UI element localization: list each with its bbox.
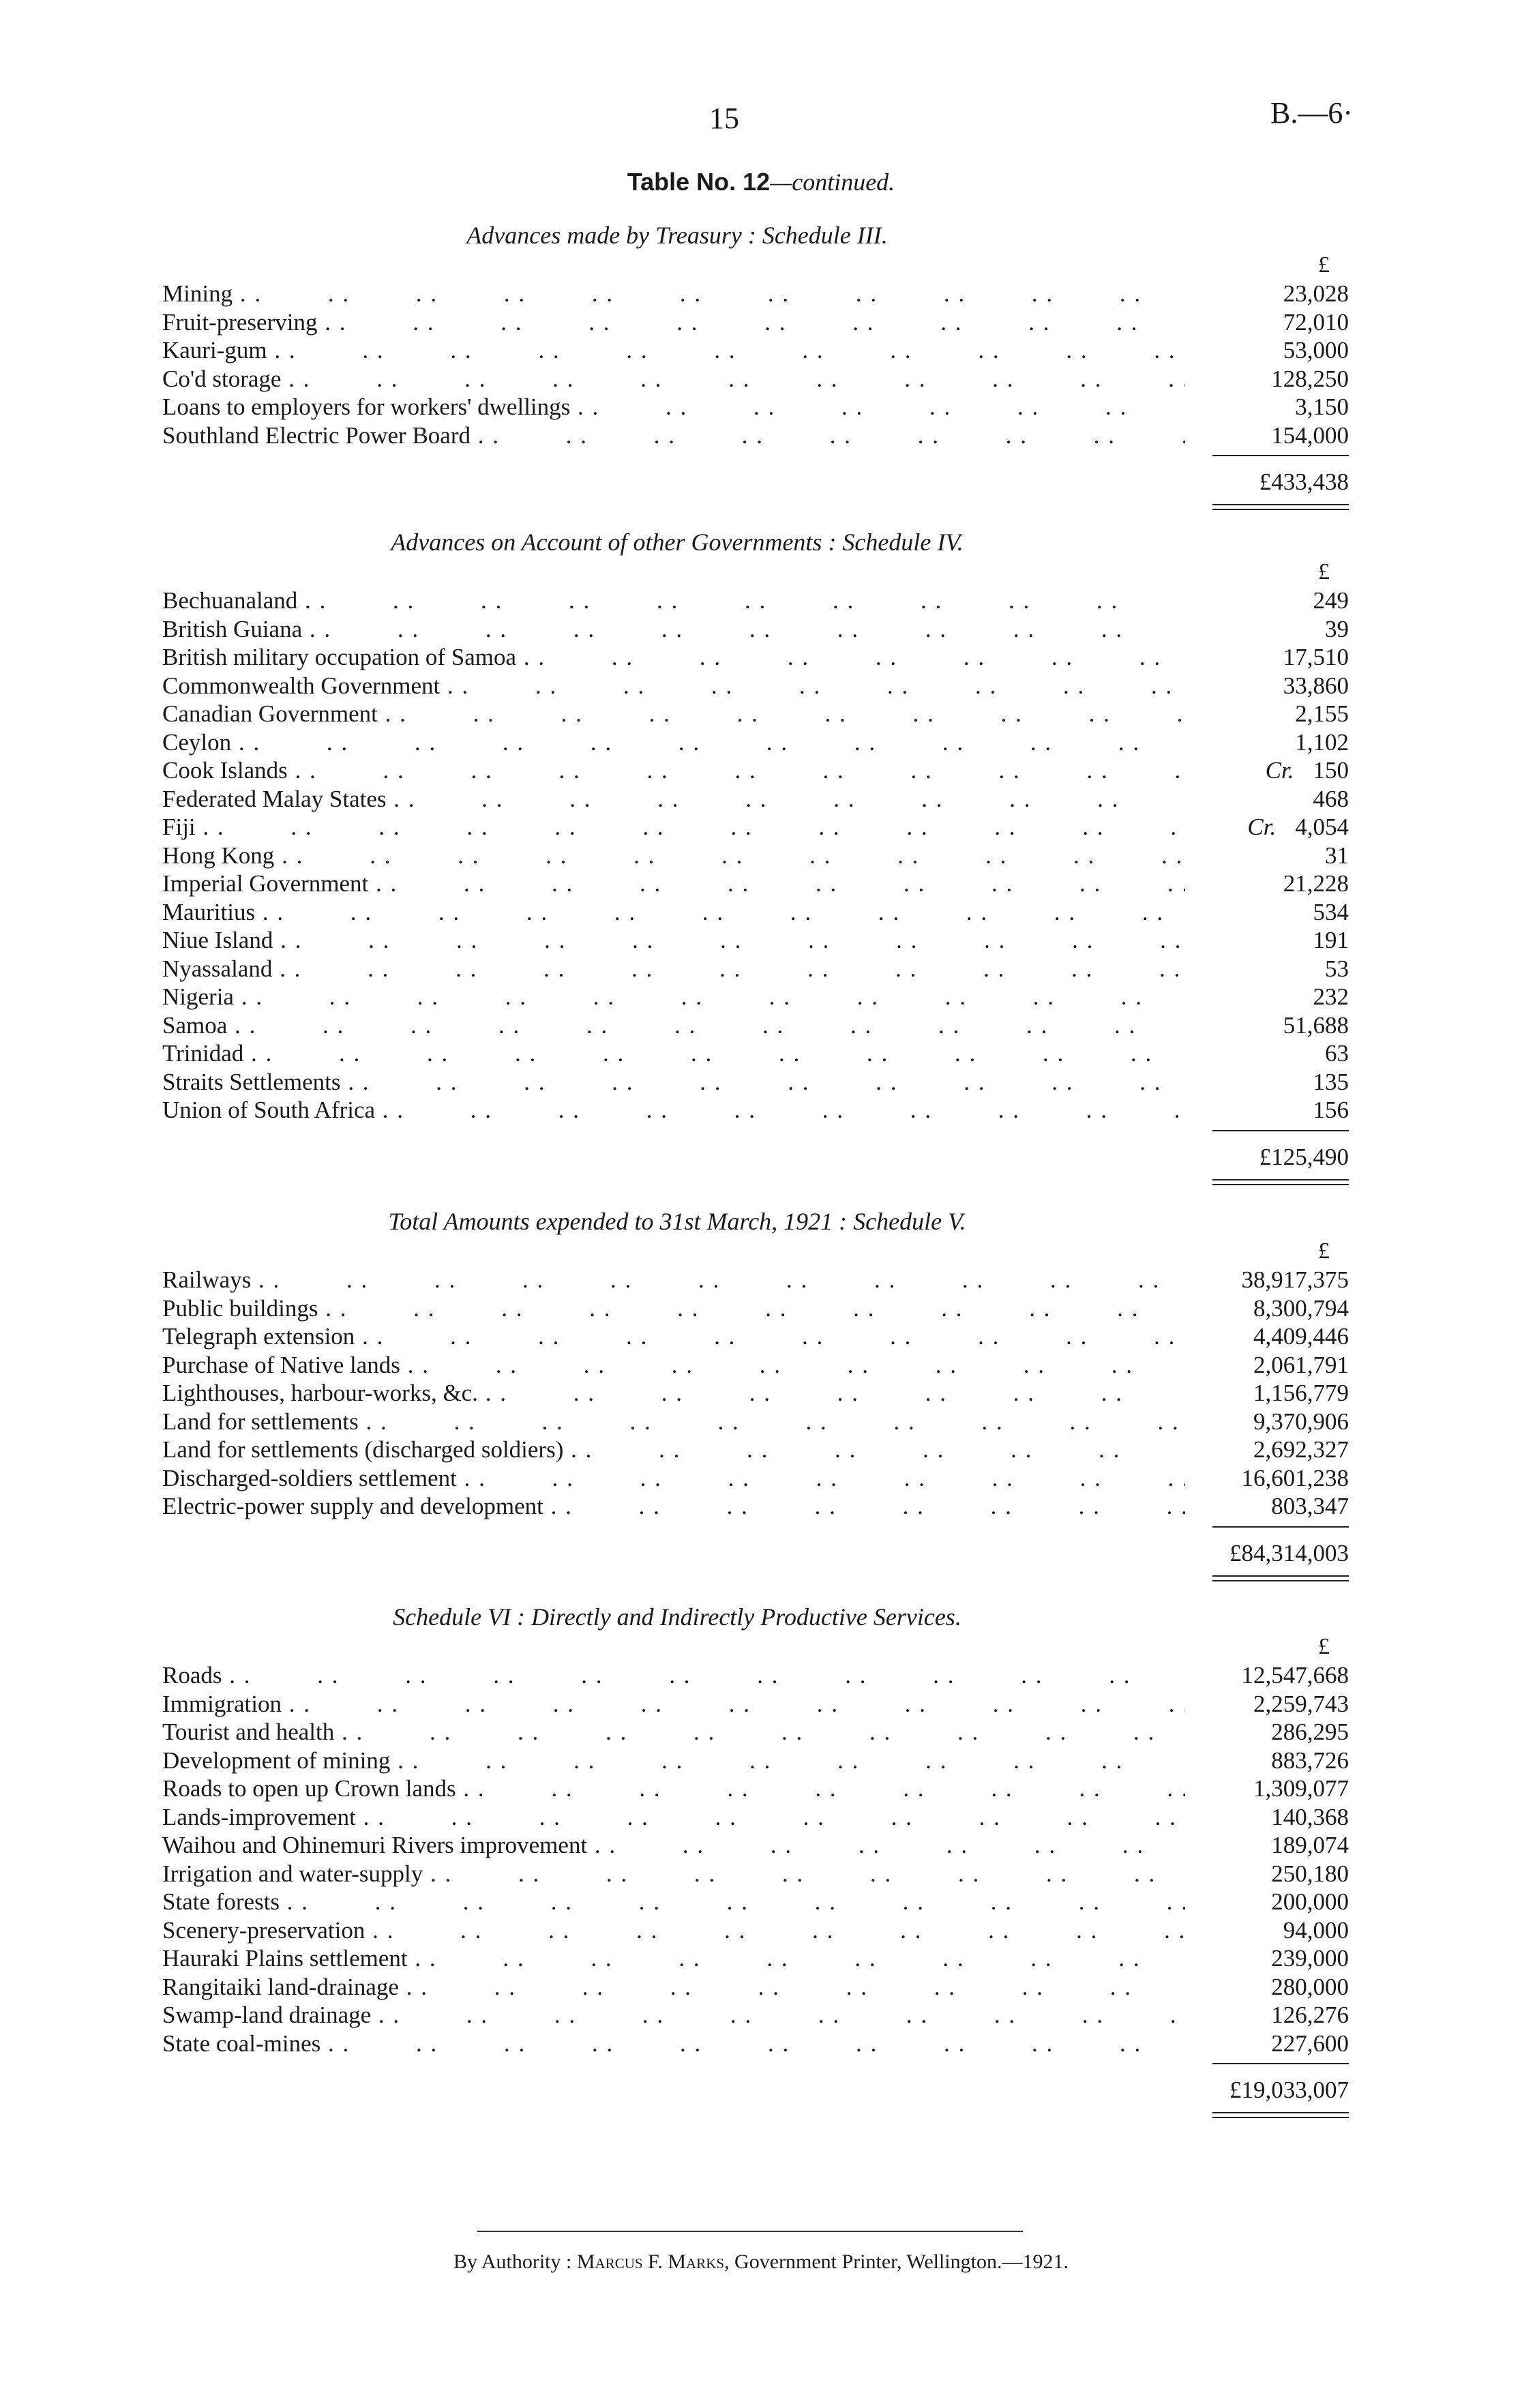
row-amount: 2,692,327 <box>1253 1436 1349 1463</box>
row-label <box>162 983 1185 1011</box>
row-label-text: Loans to employers for workers' dwellings <box>162 393 571 420</box>
document-reference: B.—6· <box>1270 96 1353 130</box>
row-label <box>162 2030 1185 2058</box>
table-row <box>162 643 1349 672</box>
rows <box>162 586 1349 1125</box>
row-value <box>1185 1860 1349 1888</box>
table-row <box>162 1888 1349 1916</box>
row-value <box>1185 393 1349 421</box>
table-row <box>162 672 1349 700</box>
row-label <box>162 955 1185 983</box>
table-row <box>162 842 1349 870</box>
row-label <box>162 586 1185 615</box>
table-row <box>162 1803 1349 1832</box>
currency-unit: £ <box>1318 1634 1330 1659</box>
total-block <box>162 1125 1349 1186</box>
row-label-text: Kauri-gum <box>162 337 267 363</box>
row-label <box>162 1351 1185 1380</box>
row-label-text: Electric-power supply and development <box>162 1493 543 1519</box>
total-block <box>162 2057 1349 2119</box>
row-label <box>162 1039 1185 1068</box>
table-row <box>162 1351 1349 1380</box>
table-row <box>162 336 1349 365</box>
table-row <box>162 1039 1349 1068</box>
row-label-text: Land for settlements <box>162 1408 359 1435</box>
row-label-text: Railways <box>162 1266 252 1293</box>
row-value <box>1185 1039 1349 1068</box>
row-amount: 1,309,077 <box>1253 1775 1349 1802</box>
row-label-text: British military occupation of Samoa <box>162 644 517 670</box>
row-value <box>1185 926 1349 955</box>
table-row <box>162 365 1349 393</box>
row-label-text: Roads to open up Crown lands <box>162 1775 456 1802</box>
row-value <box>1185 1803 1349 1832</box>
row-amount: 249 <box>1313 587 1349 614</box>
row-value <box>1185 955 1349 983</box>
row-label-text: Waihou and Ohinemuri Rivers improvement <box>162 1832 588 1858</box>
table-row <box>162 421 1349 450</box>
currency-unit: £ <box>1318 1238 1330 1264</box>
row-value <box>1185 421 1349 450</box>
row-label <box>162 1690 1185 1719</box>
row-label-text: Mauritius <box>162 898 256 925</box>
row-value <box>1185 785 1349 814</box>
row-amount: 126,276 <box>1271 2002 1349 2028</box>
row-amount: 8,300,794 <box>1253 1294 1349 1322</box>
table-row <box>162 926 1349 955</box>
row-value <box>1185 615 1349 644</box>
row-amount: 191 <box>1313 927 1349 953</box>
row-label-text: Lighthouses, harbour-works, &c. <box>162 1380 478 1406</box>
row-label-text: Straits Settlements <box>162 1068 341 1095</box>
row-label <box>162 2001 1185 2030</box>
table-row <box>162 1831 1349 1860</box>
row-label-text: Southland Electric Power Board <box>162 421 471 449</box>
table-row <box>162 869 1349 898</box>
row-label <box>162 672 1185 700</box>
total-block <box>162 449 1349 511</box>
table-row <box>162 1464 1349 1493</box>
row-label-text: Federated Malay States <box>162 785 387 812</box>
row-label-text: Mining <box>162 280 233 307</box>
row-label-text: Niue Island <box>162 927 273 953</box>
row-amount: 53,000 <box>1283 337 1349 363</box>
row-label <box>162 842 1185 870</box>
currency-unit: £ <box>1318 559 1330 584</box>
row-value <box>1185 586 1349 615</box>
table-row <box>162 700 1349 728</box>
rows <box>162 280 1349 449</box>
table-row <box>162 1436 1349 1464</box>
row-label <box>162 926 1185 955</box>
row-value <box>1185 308 1349 337</box>
footer-printer-name: Marcus F. Marks <box>576 2250 725 2273</box>
table-row <box>162 1379 1349 1408</box>
row-label-text: Development of mining <box>162 1746 391 1774</box>
row-label <box>162 813 1185 842</box>
row-label-text: Nigeria <box>162 983 234 1010</box>
row-label <box>162 785 1185 814</box>
row-amount: 280,000 <box>1271 1973 1349 2000</box>
row-amount: 16,601,238 <box>1241 1464 1349 1491</box>
row-amount: 156 <box>1313 1097 1349 1123</box>
row-value <box>1185 280 1349 308</box>
table-row <box>162 615 1349 644</box>
table-row <box>162 586 1349 615</box>
row-value <box>1185 1888 1349 1916</box>
double-rule <box>1212 1179 1349 1185</box>
row-value <box>1185 728 1349 757</box>
row-amount: 1,156,779 <box>1253 1380 1349 1406</box>
row-label <box>162 869 1185 898</box>
total-block <box>162 1521 1349 1582</box>
row-label <box>162 421 1185 450</box>
table-row <box>162 1294 1349 1323</box>
table-row <box>162 1096 1349 1125</box>
total-rule <box>1212 455 1349 456</box>
row-amount: 140,368 <box>1271 1803 1349 1830</box>
row-amount: 3,150 <box>1295 393 1349 420</box>
table-row <box>162 2030 1349 2058</box>
row-label-text: Commonwealth Government <box>162 672 441 699</box>
row-label-text: Scenery-preservation <box>162 1916 365 1944</box>
rows <box>162 1266 1349 1521</box>
row-label <box>162 1803 1185 1832</box>
double-rule <box>1212 2112 1349 2118</box>
row-value <box>1185 672 1349 700</box>
row-value <box>1185 1266 1349 1294</box>
row-value <box>1185 1831 1349 1860</box>
row-label <box>162 280 1185 308</box>
table-row <box>162 1266 1349 1294</box>
row-label-text: Discharged-soldiers settlement <box>162 1464 457 1491</box>
table-row <box>162 756 1349 785</box>
footer-rest: , Government Printer, Wellington.—1921. <box>724 2250 1069 2273</box>
row-amount: 150 <box>1313 757 1349 784</box>
row-label-text: Purchase of Native lands <box>162 1351 400 1378</box>
currency-unit: £ <box>1318 252 1330 278</box>
row-value <box>1185 842 1349 870</box>
row-label <box>162 1436 1185 1464</box>
table-row <box>162 813 1349 842</box>
row-value <box>1185 1068 1349 1097</box>
row-label-text: Fruit-preserving <box>162 308 318 336</box>
row-amount: 1,102 <box>1295 728 1349 756</box>
row-value <box>1185 1436 1349 1464</box>
row-label <box>162 365 1185 393</box>
row-amount: 39 <box>1325 615 1349 642</box>
row-label-text: Lands-improvement <box>162 1803 356 1830</box>
table-row <box>162 1860 1349 1888</box>
section-title: Schedule VI : Directly and Indirectly Productive Services. <box>393 1603 961 1631</box>
section-title: Advances on Account of other Governments : Schedule IV. <box>391 529 964 556</box>
section-total: £125,490 <box>1259 1143 1349 1170</box>
row-label <box>162 615 1185 644</box>
row-label-text: Public buildings <box>162 1294 318 1322</box>
row-amount: 128,250 <box>1271 365 1349 392</box>
table-row <box>162 1661 1349 1690</box>
row-value <box>1185 2001 1349 2030</box>
row-label <box>162 1718 1185 1746</box>
row-amount: 239,000 <box>1271 1945 1349 1972</box>
footer-lead: By Authority : <box>453 2250 572 2273</box>
table-row <box>162 1774 1349 1803</box>
row-value <box>1185 1944 1349 1973</box>
row-value <box>1185 756 1349 785</box>
row-label <box>162 1944 1185 1973</box>
section-total: £433,438 <box>1259 469 1349 495</box>
row-label <box>162 728 1185 757</box>
total-rule <box>1212 1130 1349 1131</box>
double-rule <box>1212 1575 1349 1581</box>
row-amount: 189,074 <box>1271 1832 1349 1858</box>
table-row <box>162 280 1349 308</box>
row-amount: 33,860 <box>1283 672 1349 699</box>
row-label <box>162 1068 1185 1097</box>
row-label <box>162 1464 1185 1493</box>
row-value <box>1185 1690 1349 1719</box>
row-label-text: Hauraki Plains settlement <box>162 1945 408 1972</box>
table-row <box>162 1973 1349 2002</box>
row-label <box>162 1746 1185 1775</box>
row-label <box>162 1661 1185 1690</box>
row-amount: 227,600 <box>1271 2030 1349 2057</box>
row-value <box>1185 898 1349 927</box>
page-number: 15 <box>709 102 739 135</box>
row-label-text: Irrigation and water-supply <box>162 1860 423 1887</box>
row-value <box>1185 983 1349 1011</box>
row-amount: 135 <box>1313 1068 1349 1095</box>
row-value <box>1185 1408 1349 1436</box>
section-total: £84,314,003 <box>1229 1539 1349 1566</box>
row-label-text: Ceylon <box>162 728 232 756</box>
row-value <box>1185 336 1349 365</box>
table-row <box>162 1011 1349 1040</box>
table-row <box>162 728 1349 757</box>
row-label-text: Union of South Africa <box>162 1097 376 1123</box>
row-amount: 4,409,446 <box>1253 1323 1349 1350</box>
row-label <box>162 1916 1185 1945</box>
section-title: Total Amounts expended to 31st March, 1921 : Schedule V. <box>388 1208 966 1235</box>
section-schedule-iv <box>162 526 1349 1186</box>
row-label <box>162 700 1185 728</box>
table-row <box>162 2001 1349 2030</box>
row-label-text: Telegraph extension <box>162 1323 355 1350</box>
row-amount: 72,010 <box>1283 308 1349 336</box>
row-label <box>162 1379 1185 1408</box>
row-label-text: State coal-mines <box>162 2030 321 2057</box>
table-row <box>162 1916 1349 1945</box>
footer-imprint <box>0 2250 1522 2274</box>
table-row <box>162 1068 1349 1097</box>
row-value <box>1185 1746 1349 1775</box>
table-title-suffix: —continued. <box>770 168 895 196</box>
row-value <box>1185 1492 1349 1521</box>
row-label-text: Trinidad <box>162 1040 244 1067</box>
row-amount: 53 <box>1325 955 1349 982</box>
row-amount: 154,000 <box>1271 421 1349 449</box>
row-value <box>1185 1294 1349 1323</box>
table-row <box>162 1322 1349 1351</box>
section-total: £19,033,007 <box>1229 2077 1349 2103</box>
row-value <box>1185 813 1349 842</box>
table-row <box>162 1408 1349 1436</box>
row-label <box>162 756 1185 785</box>
section-schedule-iii <box>162 220 1349 511</box>
credit-marker: Cr. <box>1247 814 1277 840</box>
row-value <box>1185 643 1349 672</box>
row-label-text: Rangitaiki land-drainage <box>162 1973 399 2000</box>
total-rule <box>1212 2063 1349 2064</box>
row-value <box>1185 1916 1349 1945</box>
table-row <box>162 308 1349 337</box>
row-label <box>162 643 1185 672</box>
row-value <box>1185 1351 1349 1380</box>
row-amount: 803,347 <box>1271 1493 1349 1519</box>
row-label <box>162 308 1185 337</box>
table-row <box>162 785 1349 814</box>
row-label <box>162 1408 1185 1436</box>
credit-marker: Cr. <box>1265 757 1294 784</box>
row-amount: 63 <box>1325 1040 1349 1067</box>
row-value <box>1185 1322 1349 1351</box>
table-row <box>162 898 1349 927</box>
row-amount: 2,155 <box>1295 700 1349 727</box>
row-amount: 2,259,743 <box>1253 1690 1349 1717</box>
row-label-text: Nyassaland <box>162 955 273 982</box>
row-label-text: Immigration <box>162 1690 282 1717</box>
row-label-text: Land for settlements (discharged soldiers) <box>162 1436 564 1463</box>
table-row <box>162 983 1349 1011</box>
row-value <box>1185 1464 1349 1493</box>
row-value <box>1185 1096 1349 1125</box>
row-label <box>162 1831 1185 1860</box>
row-label-text: Canadian Government <box>162 700 378 727</box>
row-amount: 31 <box>1325 842 1349 869</box>
row-label <box>162 1096 1185 1125</box>
row-value <box>1185 1774 1349 1803</box>
row-value <box>1185 1011 1349 1040</box>
row-value <box>1185 869 1349 898</box>
table-row <box>162 955 1349 983</box>
footer-rule <box>477 2231 1023 2232</box>
row-label <box>162 393 1185 421</box>
table-row <box>162 1690 1349 1719</box>
row-label <box>162 336 1185 365</box>
row-value <box>1185 1379 1349 1408</box>
row-amount: 9,370,906 <box>1253 1408 1349 1435</box>
row-label-text: British Guiana <box>162 615 303 642</box>
row-amount: 51,688 <box>1283 1011 1349 1039</box>
row-amount: 2,061,791 <box>1253 1351 1349 1378</box>
row-amount: 250,180 <box>1271 1860 1349 1887</box>
row-amount: 286,295 <box>1271 1719 1349 1745</box>
table-row <box>162 1746 1349 1775</box>
row-amount: 21,228 <box>1283 870 1349 897</box>
row-label-text: Imperial Government <box>162 870 369 897</box>
rows <box>162 1661 1349 2057</box>
row-label <box>162 1266 1185 1294</box>
row-amount: 468 <box>1313 785 1349 812</box>
table-row <box>162 1944 1349 1973</box>
row-value <box>1185 2030 1349 2058</box>
row-amount: 94,000 <box>1283 1916 1349 1944</box>
row-label-text: Roads <box>162 1662 222 1689</box>
table-row <box>162 393 1349 421</box>
row-label <box>162 1322 1185 1351</box>
section-schedule-vi <box>162 1601 1349 2119</box>
row-value <box>1185 1661 1349 1690</box>
row-amount: 200,000 <box>1271 1888 1349 1915</box>
row-amount: 17,510 <box>1283 644 1349 670</box>
row-amount: 232 <box>1313 983 1349 1010</box>
row-label <box>162 1973 1185 2002</box>
row-amount: 534 <box>1313 898 1349 925</box>
row-amount: 883,726 <box>1271 1746 1349 1774</box>
row-value <box>1185 1973 1349 2002</box>
row-label-text: State forests <box>162 1888 280 1915</box>
row-label-text: Swamp-land drainage <box>162 2002 372 2028</box>
row-label <box>162 1860 1185 1888</box>
row-value <box>1185 1718 1349 1746</box>
row-label <box>162 1888 1185 1916</box>
row-label <box>162 898 1185 927</box>
row-amount: 23,028 <box>1283 280 1349 307</box>
row-value <box>1185 365 1349 393</box>
row-label <box>162 1774 1185 1803</box>
total-rule <box>1212 1526 1349 1528</box>
row-label <box>162 1011 1185 1040</box>
table-row <box>162 1718 1349 1746</box>
row-amount: 38,917,375 <box>1241 1266 1349 1293</box>
row-label-text: Co'd storage <box>162 365 282 392</box>
row-label-text: Cook Islands <box>162 757 288 784</box>
row-label-text: Tourist and health <box>162 1719 335 1745</box>
double-rule <box>1212 504 1349 510</box>
row-label <box>162 1294 1185 1323</box>
row-label-text: Fiji <box>162 814 196 840</box>
table-title-main: Table No. 12 <box>627 168 771 196</box>
section-schedule-v <box>162 1206 1349 1582</box>
row-label <box>162 1492 1185 1521</box>
row-amount: 4,054 <box>1295 814 1349 840</box>
row-label-text: Hong Kong <box>162 842 275 869</box>
section-title: Advances made by Treasury : Schedule III. <box>466 222 888 249</box>
row-label-text: Samoa <box>162 1011 228 1039</box>
row-amount: 12,547,668 <box>1241 1662 1349 1689</box>
table-row <box>162 1492 1349 1521</box>
table-title <box>0 168 1522 196</box>
row-label-text: Bechuanaland <box>162 587 298 614</box>
row-value <box>1185 700 1349 728</box>
